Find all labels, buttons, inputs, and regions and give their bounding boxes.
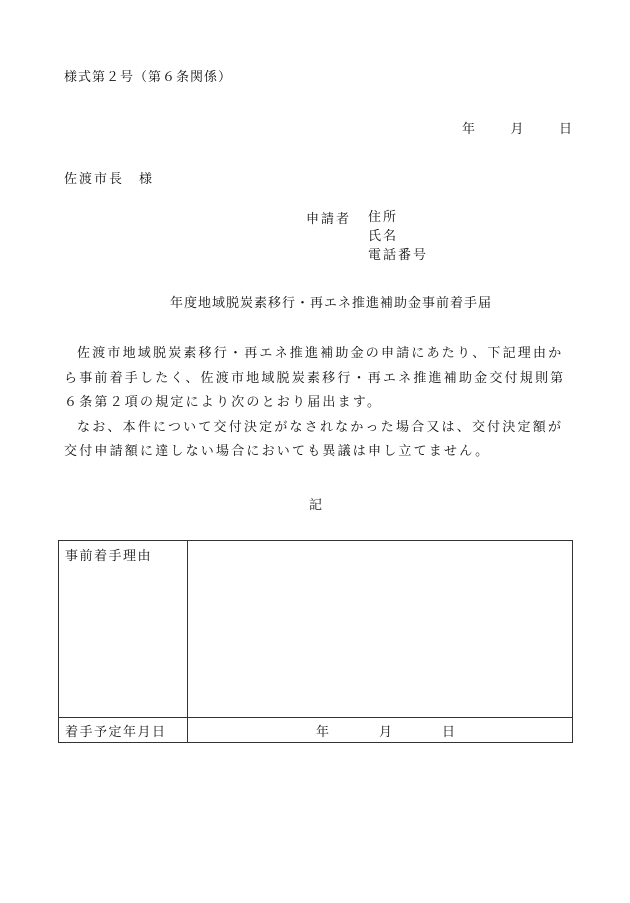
reason-field[interactable]: [188, 541, 573, 718]
date-day-label: 日: [558, 122, 572, 137]
form-number: 様式第２号（第６条関係）: [64, 70, 233, 85]
applicant-fields: [368, 208, 428, 265]
applicant-name-label: 氏名: [368, 229, 399, 244]
date-year-label: 年: [462, 122, 476, 137]
planned-date-label: 着手予定年月日: [59, 718, 188, 743]
body-text: [64, 342, 574, 465]
applicant-address-label: 住所: [368, 210, 399, 225]
date-month-label: 月: [510, 122, 524, 137]
planned-date-day: 日: [442, 724, 456, 740]
body-paragraph-1: 佐渡市地域脱炭素移行・再エネ推進補助金の申請にあたり、下記理由から事前着手したく、佐渡市地域脱炭素移行・再エネ推進補助金交付規則第６条第２項の規定により次のとおり届出ます。: [64, 346, 566, 410]
planned-date-field[interactable]: [188, 718, 573, 743]
table-row-reason: [59, 541, 573, 718]
ki-heading: 記: [309, 498, 323, 513]
table-row-planned-date: [59, 718, 573, 743]
applicant-phone-label: 電話番号: [368, 248, 429, 263]
details-table: [58, 540, 573, 743]
body-paragraph-2: なお、本件について交付決定がなされなかった場合又は、交付決定額が交付申請額に達しない場合においても異議は申し立てません。: [64, 419, 564, 459]
submission-date: [462, 118, 572, 137]
addressee: 佐渡市長 様: [64, 172, 155, 187]
planned-date-month: 月: [379, 724, 393, 740]
planned-date-year: 年: [316, 724, 330, 740]
reason-label: 事前着手理由: [59, 541, 188, 718]
document-title: 年度地域脱炭素移行・再エネ推進補助金事前着手届: [170, 296, 493, 311]
applicant-label: 申請者: [306, 212, 352, 227]
